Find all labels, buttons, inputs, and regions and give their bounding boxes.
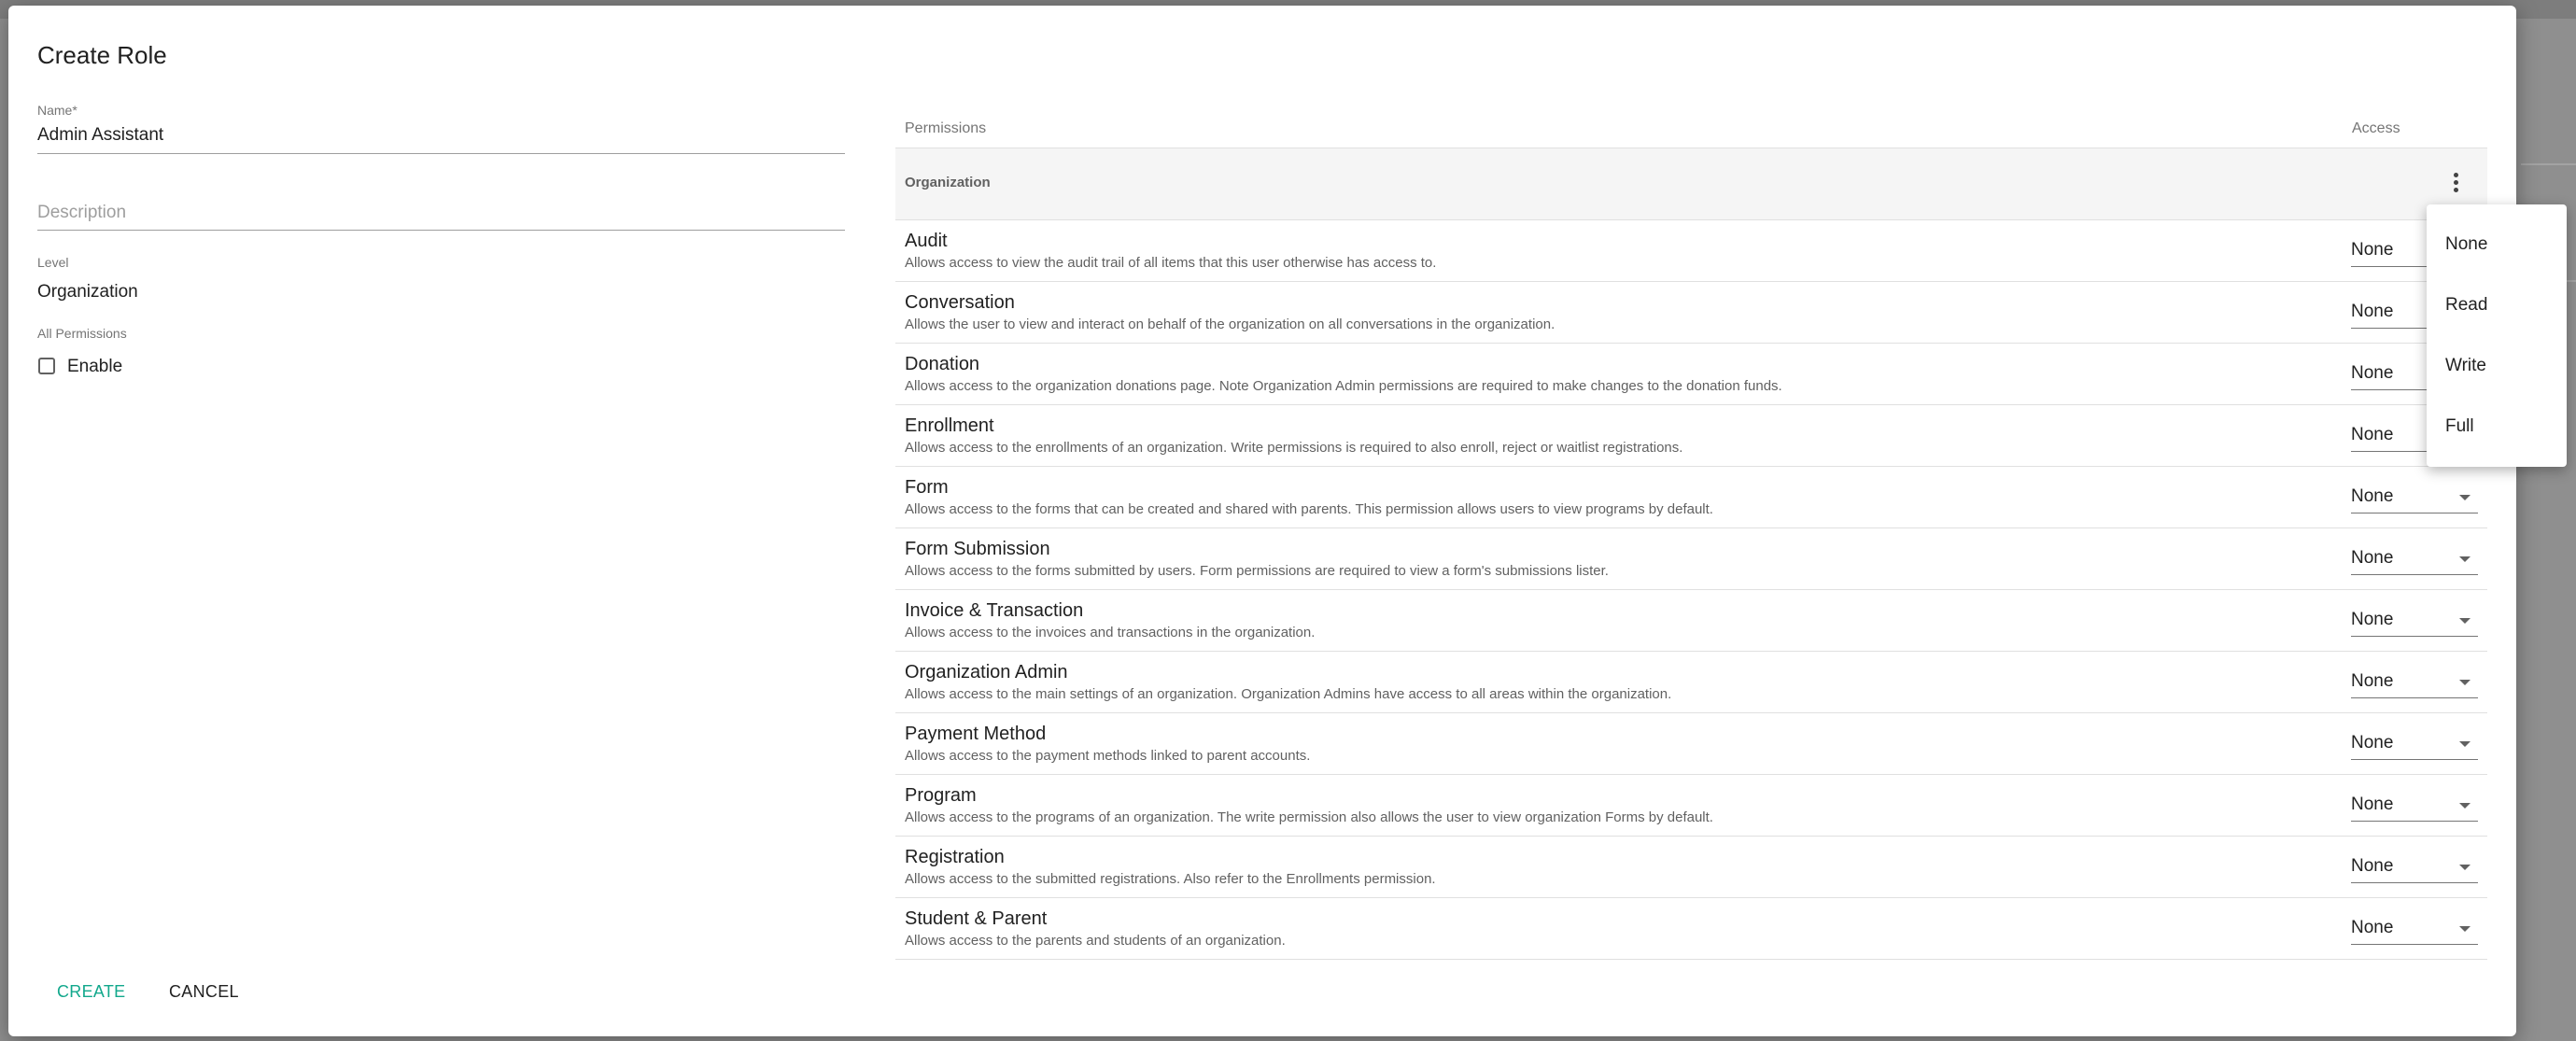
dropdown-arrow-icon bbox=[2459, 680, 2470, 685]
access-select[interactable] bbox=[2351, 851, 2478, 883]
table-header bbox=[895, 108, 2487, 148]
table-row bbox=[895, 713, 2487, 775]
table-row bbox=[895, 220, 2487, 282]
name-underline bbox=[37, 153, 845, 154]
access-select[interactable] bbox=[2351, 727, 2478, 760]
access-value: None bbox=[2351, 363, 2394, 383]
level-label: Level bbox=[37, 255, 69, 270]
access-header: Access bbox=[2352, 120, 2400, 136]
permission-name: Conversation bbox=[905, 292, 1015, 313]
permission-name: Audit bbox=[905, 231, 948, 251]
description-underline bbox=[37, 230, 845, 231]
permission-description: Allows access to the enrollments of an organization. Write permissions is required to also enroll, reject or waitlist registrations. bbox=[905, 440, 1683, 456]
permission-name: Form bbox=[905, 477, 949, 498]
table-row bbox=[895, 590, 2487, 652]
permission-description: Allows access to view the audit trail of all items that this user otherwise has access to. bbox=[905, 255, 1437, 271]
permission-description: Allows access to the main settings of an organization. Organization Admins have access to all areas within the organization. bbox=[905, 686, 1672, 702]
backdrop-divider bbox=[2521, 163, 2576, 165]
access-value: None bbox=[2351, 671, 2394, 691]
access-select[interactable] bbox=[2351, 666, 2478, 698]
dropdown-arrow-icon bbox=[2459, 495, 2470, 500]
permission-description: Allows access to the invoices and transactions in the organization. bbox=[905, 625, 1316, 640]
permission-name: Registration bbox=[905, 847, 1005, 867]
menu-option-full[interactable]: Full bbox=[2445, 416, 2474, 436]
access-value: None bbox=[2351, 856, 2394, 876]
permission-description: Allows access to the submitted registrations. Also refer to the Enrollments permission. bbox=[905, 871, 1436, 887]
name-label: Name* bbox=[37, 103, 77, 118]
access-select[interactable] bbox=[2351, 604, 2478, 637]
permission-description: Allows access to the payment methods linked to parent accounts. bbox=[905, 748, 1311, 764]
dropdown-arrow-icon bbox=[2459, 556, 2470, 562]
access-value: None bbox=[2351, 486, 2394, 506]
enable-label[interactable]: Enable bbox=[67, 357, 123, 376]
enable-all-checkbox[interactable] bbox=[38, 358, 55, 374]
description-input[interactable]: Description bbox=[37, 203, 127, 222]
permissions-header: Permissions bbox=[905, 120, 987, 136]
permission-description: Allows access to the parents and students of an organization. bbox=[905, 933, 1286, 949]
table-row bbox=[895, 898, 2487, 960]
permission-description: Allows the user to view and interact on behalf of the organization on all conversations in the organization. bbox=[905, 317, 1555, 332]
table-row bbox=[895, 282, 2487, 344]
dropdown-arrow-icon bbox=[2459, 803, 2470, 809]
access-select[interactable] bbox=[2351, 481, 2478, 513]
create-button[interactable]: CREATE bbox=[57, 982, 126, 1001]
level-value: Organization bbox=[37, 282, 138, 302]
access-select[interactable] bbox=[2351, 542, 2478, 575]
access-value: None bbox=[2351, 610, 2394, 629]
menu-option-write[interactable]: Write bbox=[2445, 356, 2486, 375]
name-input[interactable]: Admin Assistant bbox=[37, 125, 164, 145]
permission-description: Allows access to the programs of an organization. The write permission also allows the user to view organization Forms by default. bbox=[905, 809, 1713, 825]
permission-name: Donation bbox=[905, 354, 980, 374]
access-select[interactable] bbox=[2351, 789, 2478, 822]
permission-name: Payment Method bbox=[905, 724, 1047, 744]
table-row bbox=[895, 775, 2487, 837]
permission-description: Allows access to the forms that can be created and shared with parents. This permission allows users to view programs by default. bbox=[905, 501, 1713, 517]
permission-name: Enrollment bbox=[905, 415, 994, 436]
table-row bbox=[895, 344, 2487, 405]
table-row bbox=[895, 405, 2487, 467]
access-value: None bbox=[2351, 548, 2394, 568]
permission-name: Invoice & Transaction bbox=[905, 600, 1084, 621]
dropdown-arrow-icon bbox=[2459, 741, 2470, 747]
table-row bbox=[895, 528, 2487, 590]
permission-name: Form Submission bbox=[905, 539, 1050, 559]
menu-option-none[interactable]: None bbox=[2445, 234, 2488, 254]
access-value: None bbox=[2351, 795, 2394, 814]
dialog-title: Create Role bbox=[37, 41, 167, 69]
table-row bbox=[895, 837, 2487, 898]
access-value: None bbox=[2351, 918, 2394, 937]
permission-name: Organization Admin bbox=[905, 662, 1068, 682]
group-header-organization bbox=[895, 148, 2487, 220]
permission-name: Program bbox=[905, 785, 977, 806]
permission-description: Allows access to the organization donations page. Note Organization Admin permissions are required to make changes to the donation funds. bbox=[905, 378, 1782, 394]
access-value: None bbox=[2351, 425, 2394, 444]
permissions-table bbox=[895, 108, 2487, 960]
table-row bbox=[895, 652, 2487, 713]
dropdown-arrow-icon bbox=[2459, 926, 2470, 932]
dropdown-arrow-icon bbox=[2459, 618, 2470, 624]
permission-name: Student & Parent bbox=[905, 908, 1048, 929]
group-name: Organization bbox=[905, 175, 991, 190]
dropdown-arrow-icon bbox=[2459, 865, 2470, 870]
all-permissions-label: All Permissions bbox=[37, 326, 127, 341]
access-value: None bbox=[2351, 733, 2394, 753]
permission-description: Allows access to the forms submitted by users. Form permissions are required to view a form's submissions lister. bbox=[905, 563, 1609, 579]
menu-option-read[interactable]: Read bbox=[2445, 295, 2488, 315]
table-row bbox=[895, 467, 2487, 528]
access-value: None bbox=[2351, 240, 2394, 260]
access-value: None bbox=[2351, 302, 2394, 321]
access-select[interactable] bbox=[2351, 912, 2478, 945]
more-vert-icon[interactable] bbox=[2450, 173, 2461, 197]
create-role-dialog bbox=[8, 6, 2516, 1036]
access-bulk-menu bbox=[2427, 204, 2567, 467]
cancel-button[interactable]: CANCEL bbox=[169, 982, 239, 1001]
